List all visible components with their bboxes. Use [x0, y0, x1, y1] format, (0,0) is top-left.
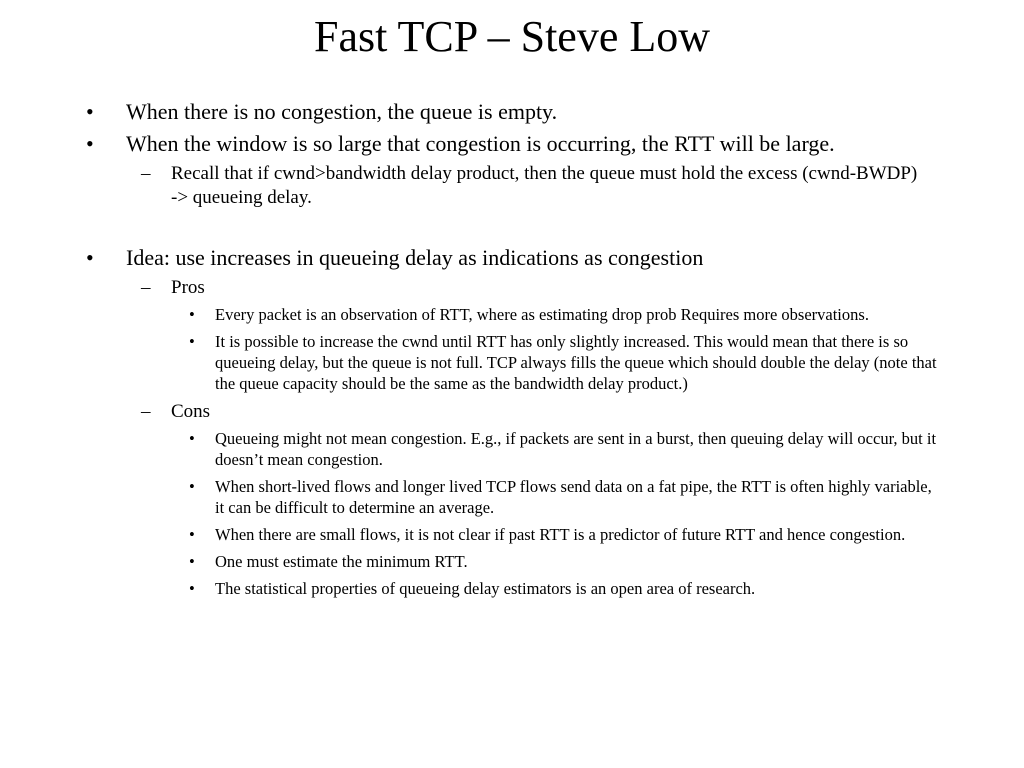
- bullet-marker: •: [86, 131, 94, 156]
- cons-label: Cons: [171, 401, 211, 422]
- sub-bullet-text: Recall that if cwnd>bandwidth delay product, then the queue must hold the excess (cwnd-BWDP) -> queueing delay.: [171, 163, 918, 208]
- bullet-text: Idea: use increases in queueing delay as indications as congestion: [126, 245, 704, 270]
- bullet-text: When there is no congestion, the queue is empty.: [126, 99, 558, 124]
- bullet-marker: •: [86, 245, 94, 270]
- dash-marker: –: [141, 401, 151, 422]
- sub-bullet-cons: [0, 400, 1024, 424]
- bullet-marker: •: [189, 552, 195, 571]
- cons-item-text: When there are small flows, it is not clear if past RTT is a predictor of future RTT and hence congestion.: [215, 525, 906, 544]
- bullet-marker: •: [86, 99, 94, 124]
- bullet-no-congestion: [0, 98, 1024, 126]
- cons-item-text: One must estimate the minimum RTT.: [215, 552, 468, 571]
- dash-marker: –: [141, 163, 151, 184]
- cons-item-text: When short-lived flows and longer lived TCP flows send data on a fat pipe, the RTT is often highly variable, it can be difficult to determine an average.: [215, 477, 932, 517]
- slide-body: [0, 98, 1024, 605]
- bullet-large-window: [0, 130, 1024, 158]
- bullet-idea: [0, 244, 1024, 272]
- bullet-text: When the window is so large that congestion is occurring, the RTT will be large.: [126, 131, 835, 156]
- bullet-marker: •: [189, 429, 195, 448]
- bullet-marker: •: [189, 477, 195, 496]
- bullet-marker: •: [189, 579, 195, 598]
- sub-bullet-recall: [0, 162, 1024, 210]
- dash-marker: –: [141, 277, 151, 298]
- pros-label: Pros: [171, 277, 205, 298]
- cons-item: [0, 551, 1024, 572]
- cons-item-text: Queueing might not mean congestion. E.g., if packets are sent in a burst, then queuing delay will occur, but it doesn’t mean congestion.: [215, 429, 937, 469]
- sub-bullet-pros: [0, 276, 1024, 300]
- cons-item: [0, 578, 1024, 599]
- cons-item-text: The statistical properties of queueing delay estimators is an open area of research.: [215, 579, 756, 598]
- pros-item: [0, 304, 1024, 325]
- pros-item-text: Every packet is an observation of RTT, where as estimating drop prob Requires more observations.: [215, 305, 869, 324]
- pros-item: [0, 331, 1024, 394]
- cons-item: [0, 476, 1024, 518]
- bullet-marker: •: [189, 305, 195, 324]
- bullet-marker: •: [189, 332, 195, 351]
- cons-item: [0, 428, 1024, 470]
- spacer: [0, 214, 1024, 244]
- cons-item: [0, 524, 1024, 545]
- bullet-marker: •: [189, 525, 195, 544]
- pros-item-text: It is possible to increase the cwnd until RTT has only slightly increased. This would mean that there is so queueing delay, but the queue is not full. TCP always fills the queue which should double the delay (note that the queue capacity should be the same as the bandwidth delay product.): [215, 332, 937, 393]
- slide-title: Fast TCP – Steve Low: [313, 12, 711, 61]
